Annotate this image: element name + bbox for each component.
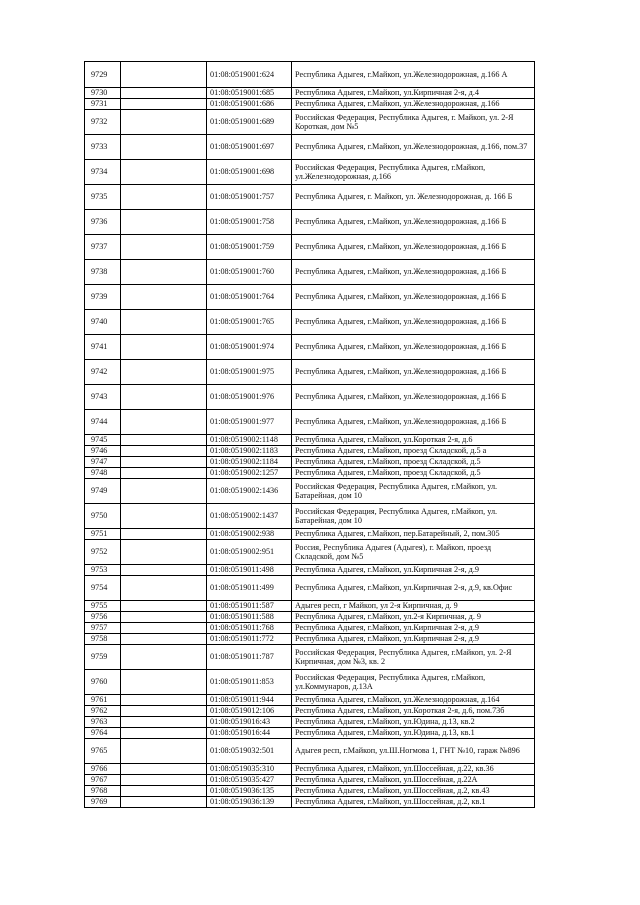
- row-number-cell: 9759: [85, 645, 121, 670]
- address-cell: Республика Адыгея, г.Майкоп, ул.Железнодорожная, д.164: [292, 695, 535, 706]
- empty-cell: [121, 479, 207, 504]
- empty-cell: [121, 786, 207, 797]
- cadastral-number-cell: 01:08:0519001:686: [207, 99, 292, 110]
- cadastral-number-cell: 01:08:0519001:974: [207, 335, 292, 360]
- address-cell: Республика Адыгея, г.Майкоп, ул.Железнодорожная, д.166 Б: [292, 210, 535, 235]
- empty-cell: [121, 135, 207, 160]
- row-number-cell: 9749: [85, 479, 121, 504]
- address-cell: Российская Федерация, Республика Адыгея, г.Майкоп, ул.Железнодорожная, д.166: [292, 160, 535, 185]
- row-number-cell: 9756: [85, 612, 121, 623]
- table-row: [85, 645, 535, 670]
- address-cell: Адыгея респ, г.Майкоп, ул.Ш.Ногмова 1, ГНТ №10, гараж №896: [292, 739, 535, 764]
- row-number-cell: 9750: [85, 504, 121, 529]
- empty-cell: [121, 529, 207, 540]
- address-cell: Российская Федерация, Республика Адыгея, г.Майкоп, ул.Коммунаров, д.13А: [292, 670, 535, 695]
- table-row: [85, 540, 535, 565]
- table-row: [85, 99, 535, 110]
- row-number-cell: 9767: [85, 775, 121, 786]
- cadastral-number-cell: 01:08:0519001:685: [207, 88, 292, 99]
- row-number-cell: 9737: [85, 235, 121, 260]
- cadastral-number-cell: 01:08:0519001:689: [207, 110, 292, 135]
- cadastral-number-cell: 01:08:0519002:1436: [207, 479, 292, 504]
- table-row: [85, 728, 535, 739]
- cadastral-number-cell: 01:08:0519011:588: [207, 612, 292, 623]
- empty-cell: [121, 457, 207, 468]
- row-number-cell: 9764: [85, 728, 121, 739]
- row-number-cell: 9731: [85, 99, 121, 110]
- row-number-cell: 9754: [85, 576, 121, 601]
- empty-cell: [121, 775, 207, 786]
- table-row: [85, 160, 535, 185]
- cadastral-number-cell: 01:08:0519001:757: [207, 185, 292, 210]
- row-number-cell: 9755: [85, 601, 121, 612]
- address-cell: Адыгея респ, г Майкоп, ул 2-я Кирпичная, д. 9: [292, 601, 535, 612]
- address-cell: Республика Адыгея, г.Майкоп, ул.Железнодорожная, д.166 Б: [292, 335, 535, 360]
- row-number-cell: 9751: [85, 529, 121, 540]
- row-number-cell: 9732: [85, 110, 121, 135]
- row-number-cell: 9760: [85, 670, 121, 695]
- row-number-cell: 9730: [85, 88, 121, 99]
- address-cell: Республика Адыгея, г.Майкоп, ул.Короткая 2-я, д.6: [292, 435, 535, 446]
- table-row: [85, 88, 535, 99]
- address-cell: Россия, Республика Адыгея (Адыгея), г. Майкоп, проезд Складской, дом №5: [292, 540, 535, 565]
- address-cell: Республика Адыгея, г.Майкоп, пер.Батарейный, 2, пом.305: [292, 529, 535, 540]
- row-number-cell: 9738: [85, 260, 121, 285]
- address-cell: Республика Адыгея, г.Майкоп, ул.Железнодорожная, д.166 Б: [292, 235, 535, 260]
- cadastral-number-cell: 01:08:0519011:944: [207, 695, 292, 706]
- cadastral-number-cell: 01:08:0519035:310: [207, 764, 292, 775]
- row-number-cell: 9769: [85, 797, 121, 808]
- cadastral-number-cell: 01:08:0519016:44: [207, 728, 292, 739]
- empty-cell: [121, 446, 207, 457]
- row-number-cell: 9747: [85, 457, 121, 468]
- registry-table: [84, 61, 535, 808]
- table-row: [85, 446, 535, 457]
- cadastral-number-cell: 01:08:0519002:1184: [207, 457, 292, 468]
- empty-cell: [121, 706, 207, 717]
- row-number-cell: 9765: [85, 739, 121, 764]
- empty-cell: [121, 360, 207, 385]
- table-row: [85, 260, 535, 285]
- table-row: [85, 435, 535, 446]
- empty-cell: [121, 468, 207, 479]
- table-row: [85, 623, 535, 634]
- address-cell: Российская Федерация, Республика Адыгея, г.Майкоп, ул. Батарейная, дом 10: [292, 479, 535, 504]
- cadastral-number-cell: 01:08:0519001:760: [207, 260, 292, 285]
- table-row: [85, 717, 535, 728]
- row-number-cell: 9748: [85, 468, 121, 479]
- address-cell: Республика Адыгея, г.Майкоп, проезд Складской, д.5: [292, 468, 535, 479]
- empty-cell: [121, 797, 207, 808]
- address-cell: Республика Адыгея, г.Майкоп, ул.Железнодорожная, д.166 А: [292, 62, 535, 88]
- row-number-cell: 9745: [85, 435, 121, 446]
- empty-cell: [121, 99, 207, 110]
- table-row: [85, 210, 535, 235]
- row-number-cell: 9752: [85, 540, 121, 565]
- empty-cell: [121, 739, 207, 764]
- table-row: [85, 565, 535, 576]
- cadastral-number-cell: 01:08:0519016:43: [207, 717, 292, 728]
- address-cell: Республика Адыгея, г.Майкоп, ул.Короткая 2-я, д.6, пом.73б: [292, 706, 535, 717]
- cadastral-number-cell: 01:08:0519001:975: [207, 360, 292, 385]
- empty-cell: [121, 670, 207, 695]
- table-row: [85, 612, 535, 623]
- address-cell: Республика Адыгея, г.Майкоп, проезд Складской, д.5: [292, 457, 535, 468]
- table-row: [85, 310, 535, 335]
- table-row: [85, 764, 535, 775]
- empty-cell: [121, 695, 207, 706]
- row-number-cell: 9735: [85, 185, 121, 210]
- address-cell: Республика Адыгея, г.Майкоп, ул.Юдина, д.13, кв.2: [292, 717, 535, 728]
- empty-cell: [121, 576, 207, 601]
- cadastral-number-cell: 01:08:0519001:765: [207, 310, 292, 335]
- empty-cell: [121, 88, 207, 99]
- row-number-cell: 9744: [85, 410, 121, 435]
- address-cell: Республика Адыгея, г.Майкоп, ул.Железнодорожная, д.166 Б: [292, 360, 535, 385]
- row-number-cell: 9753: [85, 565, 121, 576]
- cadastral-number-cell: 01:08:0519036:139: [207, 797, 292, 808]
- empty-cell: [121, 185, 207, 210]
- address-cell: Российская Федерация, Республика Адыгея, г.Майкоп, ул. 2-Я Кирпичная, дом №3, кв. 2: [292, 645, 535, 670]
- table-row: [85, 135, 535, 160]
- address-cell: Республика Адыгея, г.Майкоп, ул.Шоссейная, д.22А: [292, 775, 535, 786]
- cadastral-number-cell: 01:08:0519001:697: [207, 135, 292, 160]
- cadastral-number-cell: 01:08:0519035:427: [207, 775, 292, 786]
- address-cell: Республика Адыгея, г. Майкоп, ул. Железнодорожная, д. 166 Б: [292, 185, 535, 210]
- cadastral-number-cell: 01:08:0519011:772: [207, 634, 292, 645]
- cadastral-number-cell: 01:08:0519002:951: [207, 540, 292, 565]
- cadastral-number-cell: 01:08:0519001:698: [207, 160, 292, 185]
- table-row: [85, 739, 535, 764]
- table-row: [85, 797, 535, 808]
- cadastral-number-cell: 01:08:0519011:498: [207, 565, 292, 576]
- empty-cell: [121, 634, 207, 645]
- empty-cell: [121, 260, 207, 285]
- cadastral-number-cell: 01:08:0519011:787: [207, 645, 292, 670]
- address-cell: Республика Адыгея, г.Майкоп, ул.Юдина, д.13, кв.1: [292, 728, 535, 739]
- cadastral-number-cell: 01:08:0519032:501: [207, 739, 292, 764]
- cadastral-number-cell: 01:08:0519001:758: [207, 210, 292, 235]
- empty-cell: [121, 410, 207, 435]
- cadastral-number-cell: 01:08:0519002:1257: [207, 468, 292, 479]
- empty-cell: [121, 540, 207, 565]
- cadastral-number-cell: 01:08:0519002:1437: [207, 504, 292, 529]
- empty-cell: [121, 728, 207, 739]
- address-cell: Республика Адыгея, г.Майкоп, ул.Кирпичная 2-я, д.4: [292, 88, 535, 99]
- address-cell: Российская Федерация, Республика Адыгея, г. Майкоп, ул. 2-Я Короткая, дом №5: [292, 110, 535, 135]
- row-number-cell: 9743: [85, 385, 121, 410]
- table-row: [85, 385, 535, 410]
- empty-cell: [121, 235, 207, 260]
- empty-cell: [121, 385, 207, 410]
- address-cell: Республика Адыгея, г.Майкоп, ул.Железнодорожная, д.166: [292, 99, 535, 110]
- cadastral-number-cell: 01:08:0519001:759: [207, 235, 292, 260]
- address-cell: Республика Адыгея, г.Майкоп, ул.Кирпичная 2-я, д.9, кв.Офис: [292, 576, 535, 601]
- table-row: [85, 504, 535, 529]
- empty-cell: [121, 62, 207, 88]
- address-cell: Республика Адыгея, г.Майкоп, ул.Кирпичная 2-я, д.9: [292, 634, 535, 645]
- address-cell: Российская Федерация, Республика Адыгея, г.Майкоп, ул. Батарейная, дом 10: [292, 504, 535, 529]
- address-cell: Республика Адыгея, г.Майкоп, ул.Кирпичная 2-я, д.9: [292, 565, 535, 576]
- table-row: [85, 457, 535, 468]
- empty-cell: [121, 335, 207, 360]
- row-number-cell: 9734: [85, 160, 121, 185]
- cadastral-number-cell: 01:08:0519036:135: [207, 786, 292, 797]
- row-number-cell: 9757: [85, 623, 121, 634]
- row-number-cell: 9746: [85, 446, 121, 457]
- table-row: [85, 410, 535, 435]
- table-row: [85, 706, 535, 717]
- cadastral-number-cell: 01:08:0519002:1148: [207, 435, 292, 446]
- empty-cell: [121, 285, 207, 310]
- table-row: [85, 360, 535, 385]
- table-row: [85, 529, 535, 540]
- row-number-cell: 9740: [85, 310, 121, 335]
- address-cell: Республика Адыгея, г.Майкоп, проезд Складской, д.5 а: [292, 446, 535, 457]
- row-number-cell: 9762: [85, 706, 121, 717]
- empty-cell: [121, 601, 207, 612]
- row-number-cell: 9758: [85, 634, 121, 645]
- cadastral-number-cell: 01:08:0519011:768: [207, 623, 292, 634]
- empty-cell: [121, 612, 207, 623]
- table-row: [85, 576, 535, 601]
- address-cell: Республика Адыгея, г.Майкоп, ул.Шоссейная, д.22, кв.36: [292, 764, 535, 775]
- address-cell: Республика Адыгея, г.Майкоп, ул.Железнодорожная, д.166 Б: [292, 410, 535, 435]
- cadastral-number-cell: 01:08:0519001:977: [207, 410, 292, 435]
- address-cell: Республика Адыгея, г.Майкоп, ул.Железнодорожная, д.166 Б: [292, 385, 535, 410]
- address-cell: Республика Адыгея, г.Майкоп, ул.Железнодорожная, д.166 Б: [292, 285, 535, 310]
- table-row: [85, 62, 535, 88]
- empty-cell: [121, 565, 207, 576]
- address-cell: Республика Адыгея, г.Майкоп, ул.Шоссейная, д.2, кв.1: [292, 797, 535, 808]
- table-row: [85, 634, 535, 645]
- row-number-cell: 9766: [85, 764, 121, 775]
- cadastral-number-cell: 01:08:0519011:853: [207, 670, 292, 695]
- registry-table-body: [85, 62, 535, 808]
- address-cell: Республика Адыгея, г.Майкоп, ул.Железнодорожная, д.166, пом.37: [292, 135, 535, 160]
- cadastral-number-cell: 01:08:0519001:764: [207, 285, 292, 310]
- cadastral-number-cell: 01:08:0519002:1183: [207, 446, 292, 457]
- empty-cell: [121, 504, 207, 529]
- row-number-cell: 9741: [85, 335, 121, 360]
- row-number-cell: 9733: [85, 135, 121, 160]
- empty-cell: [121, 764, 207, 775]
- address-cell: Республика Адыгея, г.Майкоп, ул.Железнодорожная, д.166 Б: [292, 260, 535, 285]
- table-row: [85, 235, 535, 260]
- empty-cell: [121, 623, 207, 634]
- empty-cell: [121, 210, 207, 235]
- empty-cell: [121, 645, 207, 670]
- table-row: [85, 285, 535, 310]
- row-number-cell: 9761: [85, 695, 121, 706]
- table-row: [85, 335, 535, 360]
- cadastral-number-cell: 01:08:0519012:106: [207, 706, 292, 717]
- row-number-cell: 9763: [85, 717, 121, 728]
- cadastral-number-cell: 01:08:0519001:624: [207, 62, 292, 88]
- row-number-cell: 9742: [85, 360, 121, 385]
- empty-cell: [121, 717, 207, 728]
- table-row: [85, 110, 535, 135]
- table-row: [85, 695, 535, 706]
- address-cell: Республика Адыгея, г.Майкоп, ул.Кирпичная 2-я, д.9: [292, 623, 535, 634]
- table-row: [85, 670, 535, 695]
- empty-cell: [121, 110, 207, 135]
- table-row: [85, 479, 535, 504]
- row-number-cell: 9739: [85, 285, 121, 310]
- cadastral-number-cell: 01:08:0519002:938: [207, 529, 292, 540]
- table-row: [85, 786, 535, 797]
- address-cell: Республика Адыгея, г.Майкоп, ул.Шоссейная, д.2, кв.43: [292, 786, 535, 797]
- cadastral-number-cell: 01:08:0519001:976: [207, 385, 292, 410]
- table-row: [85, 601, 535, 612]
- row-number-cell: 9768: [85, 786, 121, 797]
- table-row: [85, 775, 535, 786]
- table-row: [85, 185, 535, 210]
- row-number-cell: 9736: [85, 210, 121, 235]
- empty-cell: [121, 435, 207, 446]
- cadastral-number-cell: 01:08:0519011:587: [207, 601, 292, 612]
- row-number-cell: 9729: [85, 62, 121, 88]
- empty-cell: [121, 310, 207, 335]
- table-row: [85, 468, 535, 479]
- empty-cell: [121, 160, 207, 185]
- address-cell: Республика Адыгея, г.Майкоп, ул.Железнодорожная, д.166 Б: [292, 310, 535, 335]
- cadastral-number-cell: 01:08:0519011:499: [207, 576, 292, 601]
- address-cell: Республика Адыгея, г.Майкоп, ул.2-я Кирпичная, д. 9: [292, 612, 535, 623]
